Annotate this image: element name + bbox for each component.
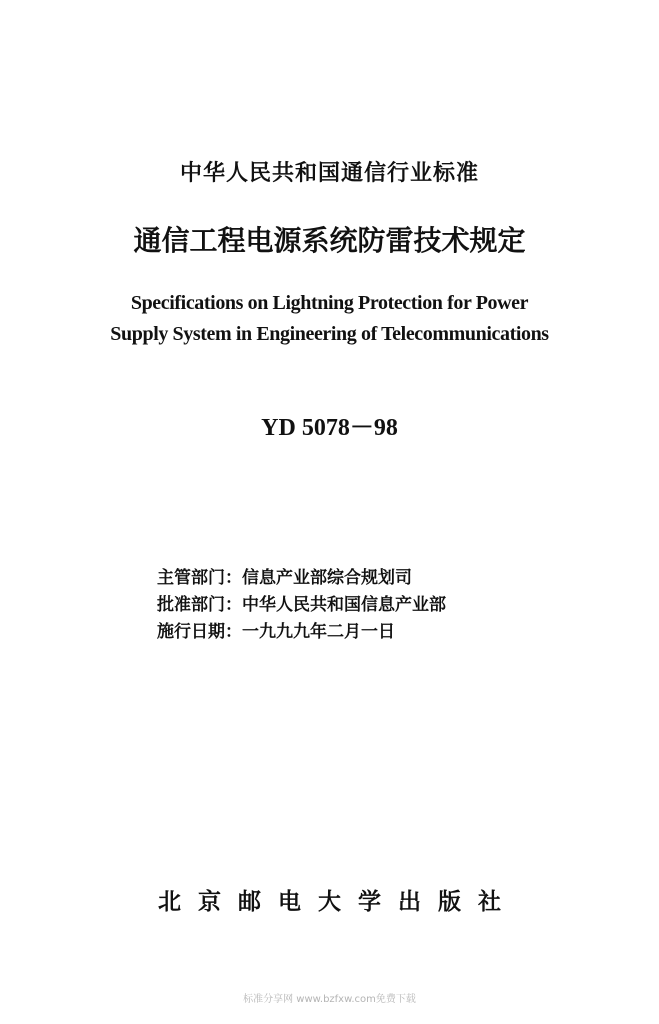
- metadata-block: [157, 565, 446, 646]
- title-english-line-2: Supply System in Engineering of Telecommunications: [110, 323, 549, 345]
- approval-department: 批准部门：中华人民共和国信息产业部: [157, 595, 446, 615]
- competent-department: 主管部门：信息产业部综合规划司: [157, 568, 412, 588]
- effective-date: 施行日期：一九九九年二月一日: [157, 622, 395, 642]
- standard-category: 中华人民共和国通信行业标准: [179, 161, 479, 186]
- title-english-line-1: Specifications on Lightning Protection for Power: [130, 292, 529, 314]
- standard-number: YD 5078－98: [261, 415, 398, 441]
- title-english: [0, 288, 659, 350]
- watermark: 标准分享网 www.bzfxw.com免费下载: [243, 994, 416, 1005]
- title-chinese: 通信工程电源系统防雷技术规定: [133, 224, 526, 257]
- publisher: 北京邮电大学出版社: [158, 889, 518, 915]
